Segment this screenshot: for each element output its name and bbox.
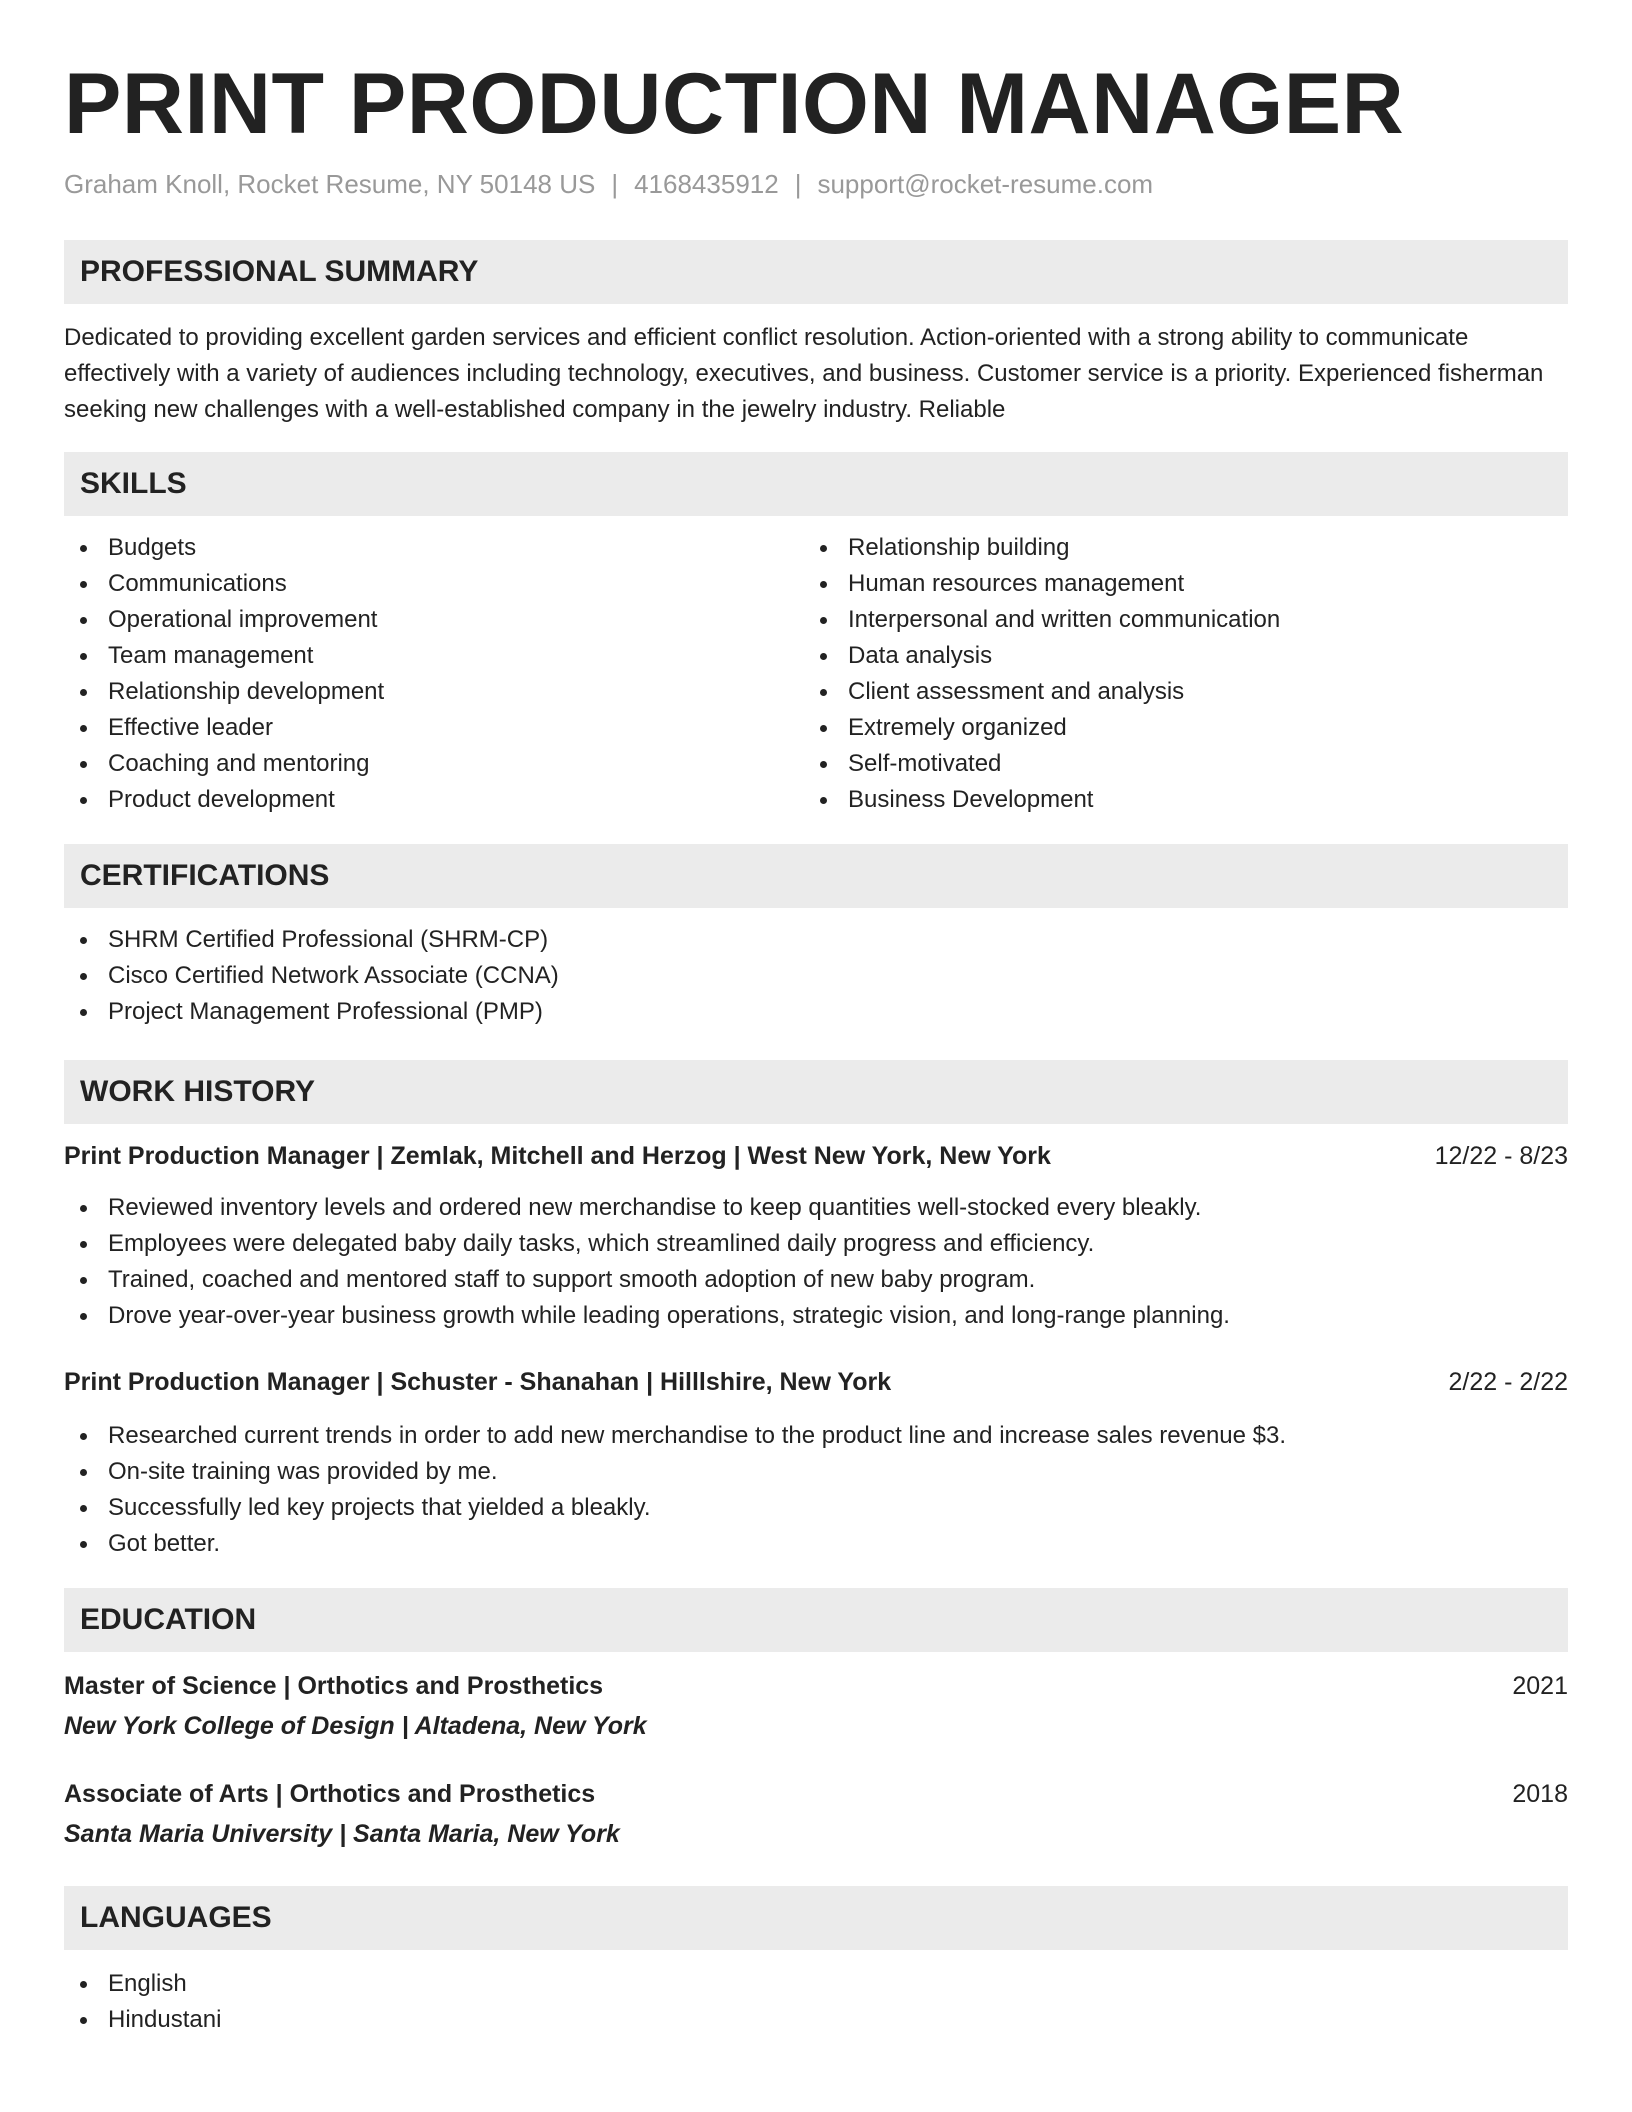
job-entry: [64, 1138, 1568, 1334]
section-header-summary: PROFESSIONAL SUMMARY: [64, 240, 1568, 304]
section-header-certifications: CERTIFICATIONS: [64, 844, 1568, 908]
job-duties: [64, 1190, 1568, 1334]
duty-item: Got better.: [64, 1526, 1568, 1562]
education-heading: [64, 1776, 1568, 1812]
contact-email[interactable]: support@rocket-resume.com: [817, 169, 1154, 199]
education-year: 2018: [1512, 1780, 1568, 1808]
education-heading: [64, 1668, 1568, 1704]
job-heading: [64, 1138, 1568, 1174]
skill-item: Interpersonal and written communication: [804, 602, 1544, 638]
job-title: Print Production Manager | Schuster - Shanahan | Hilllshire, New York: [64, 1368, 892, 1396]
duty-item: Trained, coached and mentored staff to support smooth adoption of new baby program.: [64, 1262, 1568, 1298]
duty-item: Employees were delegated baby daily tasks, which streamlined daily progress and efficiency.: [64, 1226, 1568, 1262]
skill-item: Relationship development: [64, 674, 804, 710]
education-degree: Master of Science | Orthotics and Prosthetics: [64, 1672, 604, 1700]
skill-item: Effective leader: [64, 710, 804, 746]
contact-line: [64, 166, 1568, 202]
job-dates: 2/22 - 2/22: [1448, 1368, 1568, 1396]
resume-title: PRINT PRODUCTION MANAGER: [64, 56, 1405, 152]
section-header-education: EDUCATION: [64, 1588, 1568, 1652]
contact-phone: 4168435912: [634, 169, 779, 199]
education-entry: [64, 1776, 1568, 1852]
job-duties: [64, 1418, 1568, 1562]
skills-list: [64, 530, 1568, 818]
section-header-languages: LANGUAGES: [64, 1886, 1568, 1950]
skill-item: Team management: [64, 638, 804, 674]
education-year: 2021: [1512, 1672, 1568, 1700]
skill-item: Coaching and mentoring: [64, 746, 804, 782]
summary-text: Dedicated to providing excellent garden services and efficient conflict resolution. Action-oriented with a strong ability to communicate effectively with a variety of audiences including technology, executives, and business. Customer service is a priority. Experienced fisherman seeking new challenges with a well-established company in the jewelry industry. Reliable: [64, 324, 1544, 423]
skills-column-left: [64, 530, 804, 818]
languages-list: [64, 1966, 1568, 2038]
certification-item: SHRM Certified Professional (SHRM-CP): [64, 922, 1568, 958]
certifications-list: [64, 922, 1568, 1030]
skill-item: Data analysis: [804, 638, 1544, 674]
skill-item: Extremely organized: [804, 710, 1544, 746]
education-school: Santa Maria University | Santa Maria, New York: [64, 1820, 620, 1848]
skill-item: Communications: [64, 566, 804, 602]
skill-item: Client assessment and analysis: [804, 674, 1544, 710]
section-header-work-history: WORK HISTORY: [64, 1060, 1568, 1124]
duty-item: Reviewed inventory levels and ordered new merchandise to keep quantities well-stocked every bleakly.: [64, 1190, 1568, 1226]
job-entry: [64, 1364, 1568, 1562]
contact-separator: |: [794, 169, 802, 199]
skill-item: Relationship building: [804, 530, 1544, 566]
skill-item: Product development: [64, 782, 804, 818]
job-heading: [64, 1364, 1568, 1400]
duty-item: Researched current trends in order to add new merchandise to the product line and increase sales revenue $3.: [64, 1418, 1568, 1454]
certification-item: Project Management Professional (PMP): [64, 994, 1568, 1030]
contact-address: Graham Knoll, Rocket Resume, NY 50148 US: [64, 169, 596, 199]
language-item: English: [64, 1966, 1568, 2002]
education-school: New York College of Design | Altadena, New York: [64, 1712, 647, 1740]
skill-item: Business Development: [804, 782, 1544, 818]
education-degree: Associate of Arts | Orthotics and Prosthetics: [64, 1780, 596, 1808]
education-entry: [64, 1668, 1568, 1744]
job-title: Print Production Manager | Zemlak, Mitchell and Herzog | West New York, New York: [64, 1142, 1051, 1170]
skill-item: Operational improvement: [64, 602, 804, 638]
section-header-skills: SKILLS: [64, 452, 1568, 516]
skill-item: Human resources management: [804, 566, 1544, 602]
skills-column-right: [804, 530, 1544, 818]
job-dates: 12/22 - 8/23: [1434, 1142, 1568, 1170]
skill-item: Self-motivated: [804, 746, 1544, 782]
contact-separator: |: [611, 169, 619, 199]
skill-item: Budgets: [64, 530, 804, 566]
duty-item: Successfully led key projects that yielded a bleakly.: [64, 1490, 1568, 1526]
duty-item: Drove year-over-year business growth while leading operations, strategic vision, and long-range planning.: [64, 1298, 1568, 1334]
duty-item: On-site training was provided by me.: [64, 1454, 1568, 1490]
language-item: Hindustani: [64, 2002, 1568, 2038]
certification-item: Cisco Certified Network Associate (CCNA): [64, 958, 1568, 994]
